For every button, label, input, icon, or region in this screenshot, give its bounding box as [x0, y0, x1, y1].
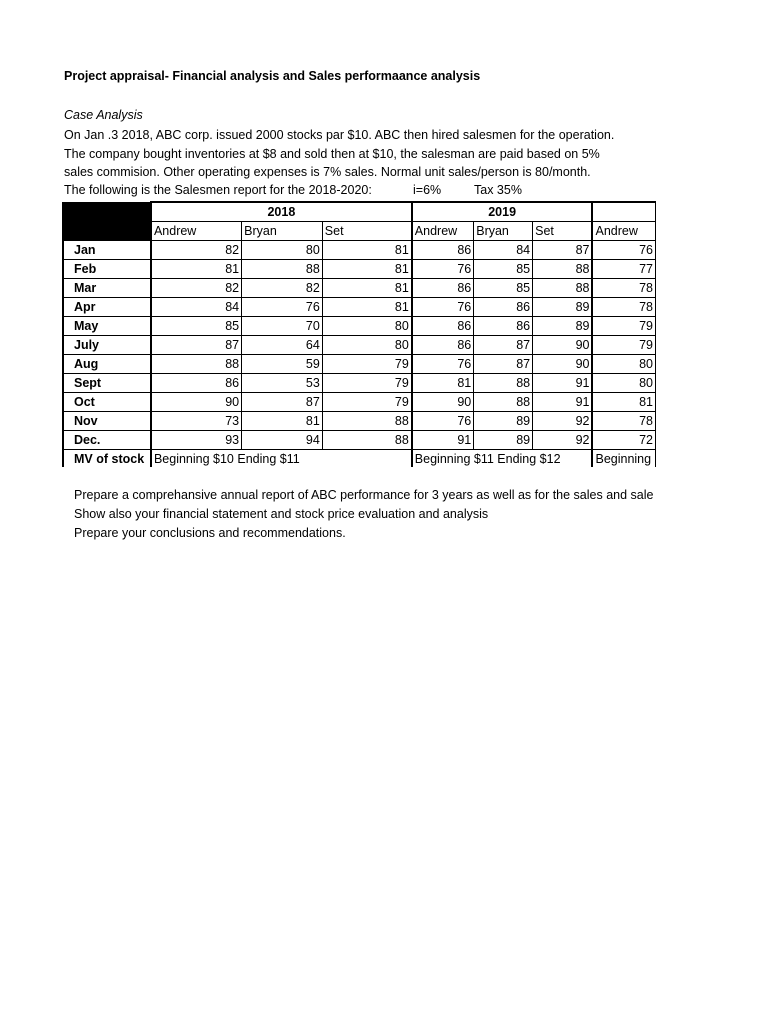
task-line: Prepare a comprehansive annual report of ABC performance for 3 years as well as for the sales and sale	[74, 488, 654, 502]
sales-value-cell: 94	[242, 431, 323, 450]
sales-value-cell: 77	[592, 260, 655, 279]
sales-value-cell: 59	[242, 355, 323, 374]
month-label: Dec.	[63, 431, 151, 450]
document-title: Project appraisal- Financial analysis and Sales performaance analysis	[64, 69, 481, 83]
table-row	[63, 298, 656, 317]
sales-value-cell: 91	[533, 374, 593, 393]
task-line: Show also your financial statement and stock price evaluation and analysis	[74, 507, 489, 521]
sales-value-cell: 84	[474, 241, 533, 260]
sales-value-cell: 85	[474, 260, 533, 279]
table-row	[63, 279, 656, 298]
task-line: Prepare your conclusions and recommendations.	[74, 526, 346, 540]
sales-value-cell: 88	[322, 431, 412, 450]
table-row	[63, 336, 656, 355]
sales-value-cell: 87	[242, 393, 323, 412]
sales-value-cell: 89	[533, 298, 593, 317]
table-row	[63, 393, 656, 412]
sales-value-cell: 78	[592, 412, 655, 431]
sales-value-cell: 80	[322, 317, 412, 336]
sales-value-cell: 81	[592, 393, 655, 412]
sales-value-cell: 70	[242, 317, 323, 336]
salesmen-report-table	[62, 201, 656, 467]
sales-value-cell: 92	[533, 431, 593, 450]
sales-value-cell: 81	[322, 298, 412, 317]
sales-value-cell: 89	[474, 431, 533, 450]
sales-value-cell: 78	[592, 279, 655, 298]
sales-value-cell: 81	[322, 279, 412, 298]
sales-value-cell: 78	[592, 298, 655, 317]
month-label: Aug	[63, 355, 151, 374]
sales-value-cell: 64	[242, 336, 323, 355]
sales-value-cell: 80	[322, 336, 412, 355]
mv-of-stock-2019: Beginning $11 Ending $12	[412, 450, 593, 468]
table-row	[63, 374, 656, 393]
table-row	[63, 317, 656, 336]
sales-value-cell: 88	[533, 279, 593, 298]
year-header-2018: 2018	[151, 202, 412, 222]
sales-value-cell: 80	[592, 374, 655, 393]
table-row	[63, 431, 656, 450]
sales-value-cell: 81	[242, 412, 323, 431]
sales-value-cell: 81	[322, 241, 412, 260]
salesman-name-header: Andrew	[151, 222, 242, 241]
mv-of-stock-label: MV of stock	[63, 450, 151, 468]
mv-of-stock-2020: Beginning	[592, 450, 655, 468]
task-instructions	[74, 486, 653, 543]
year-header-2020	[592, 202, 655, 222]
table-row	[63, 241, 656, 260]
paragraph-line: On Jan .3 2018, ABC corp. issued 2000 stocks par $10. ABC then hired salesmen for the operation.	[64, 128, 615, 142]
sales-value-cell: 90	[533, 355, 593, 374]
sales-value-cell: 90	[412, 393, 474, 412]
month-label: Mar	[63, 279, 151, 298]
sales-value-cell: 86	[474, 317, 533, 336]
sales-value-cell: 88	[474, 393, 533, 412]
sales-value-cell: 86	[151, 374, 242, 393]
sales-value-cell: 79	[592, 317, 655, 336]
sales-value-cell: 88	[474, 374, 533, 393]
month-label: Apr	[63, 298, 151, 317]
sales-value-cell: 93	[151, 431, 242, 450]
sales-value-cell: 82	[242, 279, 323, 298]
sales-value-cell: 79	[322, 355, 412, 374]
sales-value-cell: 88	[151, 355, 242, 374]
salesman-name-header: Andrew	[412, 222, 474, 241]
salesman-name-header: Set	[533, 222, 593, 241]
salesman-name-header: Bryan	[242, 222, 323, 241]
sales-value-cell: 86	[412, 279, 474, 298]
sales-value-cell: 79	[322, 374, 412, 393]
sales-value-cell: 81	[322, 260, 412, 279]
sales-value-cell: 91	[412, 431, 474, 450]
sales-value-cell: 81	[412, 374, 474, 393]
mv-of-stock-2018: Beginning $10 Ending $11	[151, 450, 412, 468]
sales-value-cell: 76	[592, 241, 655, 260]
sales-value-cell: 87	[151, 336, 242, 355]
salesmen-report-table-container	[62, 201, 656, 467]
sales-value-cell: 86	[412, 336, 474, 355]
sales-value-cell: 76	[412, 298, 474, 317]
sales-value-cell: 91	[533, 393, 593, 412]
year-header-2019: 2019	[412, 202, 593, 222]
sales-value-cell: 81	[151, 260, 242, 279]
sales-value-cell: 76	[412, 412, 474, 431]
sales-value-cell: 87	[474, 355, 533, 374]
sales-value-cell: 72	[592, 431, 655, 450]
sales-value-cell: 76	[242, 298, 323, 317]
sales-value-cell: 88	[242, 260, 323, 279]
sales-value-cell: 87	[474, 336, 533, 355]
case-analysis-heading: Case Analysis	[64, 108, 143, 122]
sales-value-cell: 85	[474, 279, 533, 298]
month-label: Sept	[63, 374, 151, 393]
sales-value-cell: 86	[412, 317, 474, 336]
sales-value-cell: 86	[412, 241, 474, 260]
table-corner-header	[63, 202, 151, 241]
month-label: Oct	[63, 393, 151, 412]
sales-value-cell: 90	[151, 393, 242, 412]
sales-value-cell: 82	[151, 241, 242, 260]
sales-value-cell: 86	[474, 298, 533, 317]
month-label: May	[63, 317, 151, 336]
sales-value-cell: 80	[242, 241, 323, 260]
paragraph-line: The company bought inventories at $8 and sold then at $10, the salesman are paid based on 5%	[64, 146, 600, 161]
sales-value-cell: 79	[322, 393, 412, 412]
month-label: Jan	[63, 241, 151, 260]
sales-value-cell: 82	[151, 279, 242, 298]
sales-value-cell: 80	[592, 355, 655, 374]
sales-value-cell: 89	[474, 412, 533, 431]
tax-rate: Tax 35%	[474, 183, 522, 197]
month-label: Feb	[63, 260, 151, 279]
paragraph-line: sales commision. Other operating expenses is 7% sales. Normal unit sales/person is 80/month.	[64, 165, 591, 180]
salesman-name-header: Bryan	[474, 222, 533, 241]
salesman-name-header: Andrew	[592, 222, 655, 241]
sales-value-cell: 87	[533, 241, 593, 260]
interest-rate: i=6%	[413, 183, 442, 197]
sales-value-cell: 88	[322, 412, 412, 431]
sales-value-cell: 84	[151, 298, 242, 317]
sales-value-cell: 92	[533, 412, 593, 431]
report-intro-text: The following is the Salesmen report for the 2018-2020:	[64, 183, 372, 197]
month-label: Nov	[63, 412, 151, 431]
salesman-name-header: Set	[322, 222, 412, 241]
sales-value-cell: 79	[592, 336, 655, 355]
sales-value-cell: 88	[533, 260, 593, 279]
sales-value-cell: 89	[533, 317, 593, 336]
sales-value-cell: 90	[533, 336, 593, 355]
month-label: July	[63, 336, 151, 355]
table-row	[63, 355, 656, 374]
sales-value-cell: 85	[151, 317, 242, 336]
sales-value-cell: 73	[151, 412, 242, 431]
sales-value-cell: 53	[242, 374, 323, 393]
sales-value-cell: 76	[412, 260, 474, 279]
sales-value-cell: 76	[412, 355, 474, 374]
table-row	[63, 412, 656, 431]
case-paragraph	[64, 126, 614, 182]
table-row	[63, 260, 656, 279]
